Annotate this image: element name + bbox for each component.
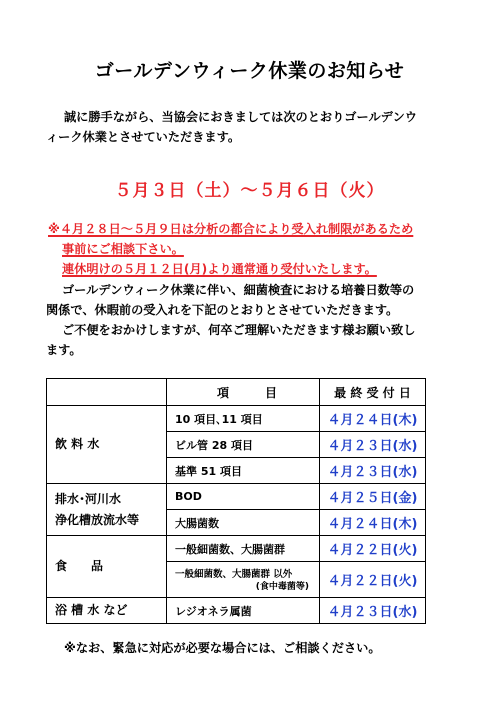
- category-bath-water: 浴 槽 水 など: [47, 598, 167, 624]
- category-wastewater-line-2: 浄化槽放流水等: [55, 512, 140, 527]
- body-line-1: ゴールデンウィーク休業に伴い、細菌検査における培養日数等の: [62, 283, 415, 297]
- footer-note: ※なお、緊急に対応が必要な場合には、ご相談ください。: [64, 641, 381, 655]
- header-blank-cell: [47, 379, 167, 406]
- deadline-cell: ４月２５日(金): [320, 484, 426, 510]
- resume-notice: 連休明けの５月１２日(月)より通常通り受付いたします。: [62, 262, 377, 276]
- table-row: [47, 484, 426, 510]
- item-cell: [167, 562, 320, 598]
- category-wastewater: [47, 484, 167, 536]
- deadline-cell: ４月２２日(火): [320, 536, 426, 562]
- deadline-cell: ４月２２日(火): [320, 562, 426, 598]
- notice-title: ゴールデンウィーク休業のお知らせ: [94, 60, 405, 82]
- deadline-cell: ４月２４日(木): [320, 406, 426, 432]
- table-row: [47, 536, 426, 562]
- table-row: [47, 598, 426, 624]
- item-text: 一般細菌数、大腸菌群 以外: [175, 568, 293, 580]
- table-row: [47, 406, 426, 432]
- item-subtext: (食中毒菌等): [255, 581, 309, 592]
- holiday-period: ５月３日（土）～５月６日（火）: [114, 181, 385, 201]
- item-cell: 10 項目､11 項目: [167, 406, 320, 432]
- header-item: 項 目: [167, 379, 320, 406]
- header-deadline: 最 終 受 付 日: [320, 379, 426, 406]
- body-line-2: 関係で、休暇前の受入れを下記のとおりとさせていただきます。: [46, 303, 399, 317]
- category-food: 食 品: [47, 536, 167, 598]
- intro-line-1: 誠に勝手ながら、当協会におきましては次のとおりゴールデンウ: [64, 110, 417, 124]
- body-line-4: ます。: [46, 343, 82, 357]
- item-cell: BOD: [167, 484, 320, 510]
- item-cell: 基準 51 項目: [167, 458, 320, 484]
- item-cell: 一般細菌数、大腸菌群: [167, 536, 320, 562]
- deadline-cell: ４月２３日(水): [320, 598, 426, 624]
- item-cell: 大腸菌数: [167, 510, 320, 536]
- item-cell: ビル管 28 項目: [167, 432, 320, 458]
- category-drinking-water: 飲 料 水: [47, 406, 167, 484]
- category-wastewater-line-1: 排水･河川水: [55, 491, 122, 506]
- intro-line-2: ィーク休業とさせていただきます。: [46, 130, 241, 144]
- item-cell: レジオネラ属菌: [167, 598, 320, 624]
- body-line-3: ご不便をおかけしますが、何卒ご理解いただきます様お願い致し: [62, 323, 416, 337]
- deadline-cell: ４月２３日(水): [320, 458, 426, 484]
- restriction-notice-line-1: ※４月２８日～５月９日は分析の都合により受入れ制限があるため: [48, 222, 414, 236]
- deadline-cell: ４月２４日(木): [320, 510, 426, 536]
- table-header-row: [47, 379, 426, 406]
- restriction-notice-line-2: 事前にご相談下さい。: [62, 242, 184, 256]
- deadline-table: [46, 378, 426, 624]
- deadline-cell: ４月２３日(水): [320, 432, 426, 458]
